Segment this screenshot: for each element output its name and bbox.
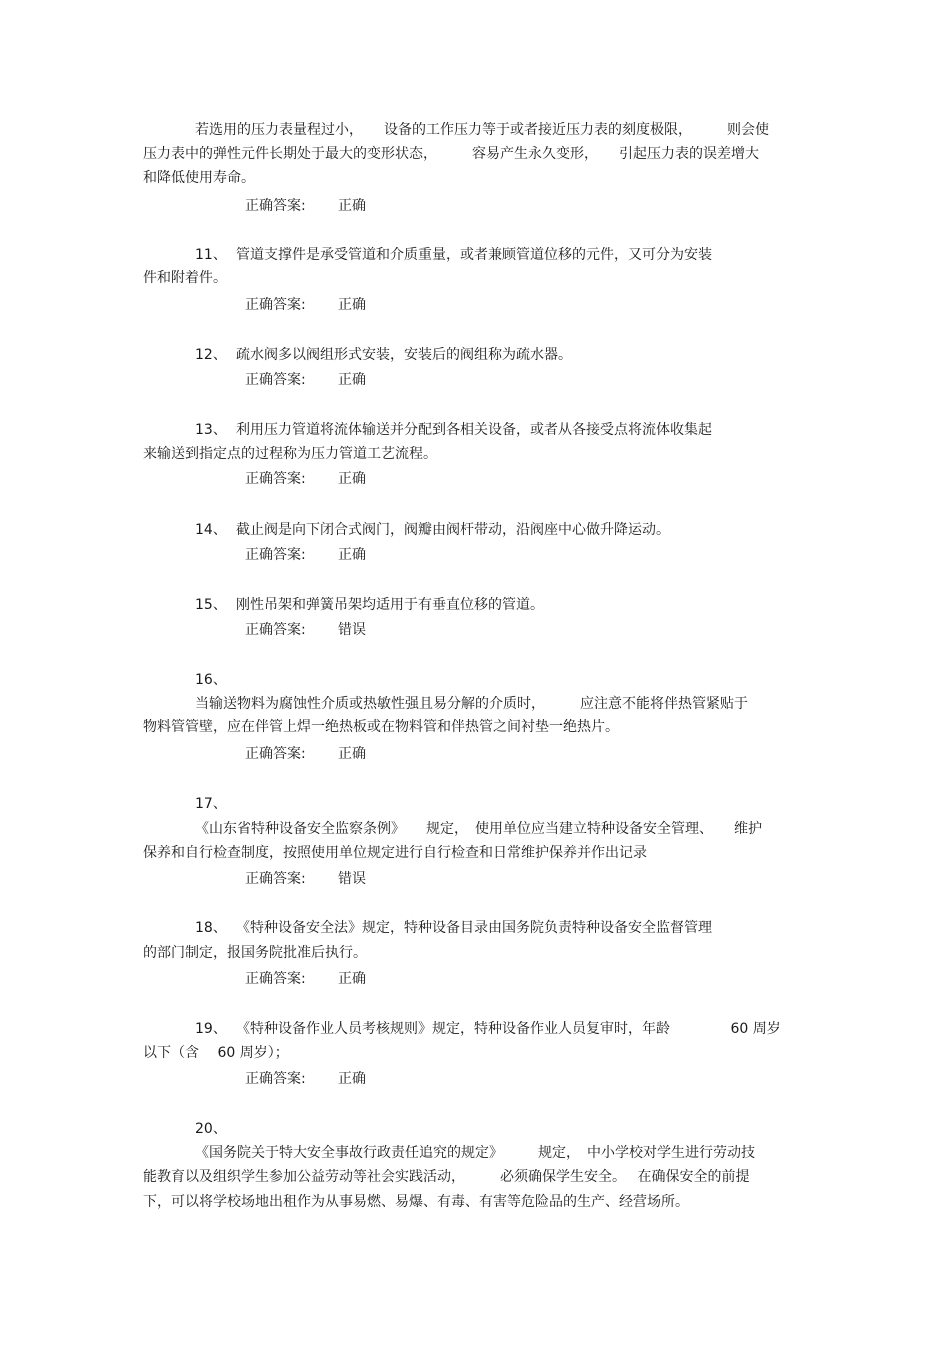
question-text-line: 以下（含 60 周岁）； [143, 1045, 289, 1061]
answer-label: 正确答案: [245, 471, 306, 487]
answer-value: 正确 [338, 746, 366, 762]
answer-value: 正确 [338, 372, 366, 388]
answer-label: 正确答案: [245, 1071, 306, 1087]
answer-value: 正确 [338, 1071, 366, 1087]
question-text-line: 物料管管壁，应在伴管上焊一绝热板或在物料管和伴热管之间衬垫一绝热片。 [143, 719, 619, 735]
question-text-line: 来输送到指定点的过程称为压力管道工艺流程。 [143, 446, 437, 462]
answer-value: 正确 [338, 297, 366, 313]
question-number: 20、 [195, 1121, 227, 1137]
answer-label: 正确答案: [245, 871, 306, 887]
answer-label: 正确答案: [245, 198, 306, 214]
question-number: 19、 [195, 1021, 227, 1037]
question-text-line: 件和附着件。 [143, 270, 227, 286]
answer-value: 错误 [338, 622, 366, 638]
question-text-line: 管道支撑件是承受管道和介质重量，或者兼顾管道位移的元件，又可分为安装 [236, 247, 712, 263]
question-text-line: 和降低使用寿命。 [143, 170, 255, 186]
question-text-line: 的部门制定，报国务院批准后执行。 [143, 945, 367, 961]
question-text-line: 当输送物料为腐蚀性介质或热敏性强且易分解的介质时， 应注意不能将伴热管紧贴于 [195, 696, 748, 712]
question-text-line: 《山东省特种设备安全监察条例》 规定， 使用单位应当建立特种设备安全管理、 维护 [195, 821, 762, 837]
question-text-line: 截止阀是向下闭合式阀门，阀瓣由阀杆带动，沿阀座中心做升降运动。 [236, 522, 670, 538]
answer-value: 正确 [338, 547, 366, 563]
answer-label: 正确答案: [245, 746, 306, 762]
question-text-line: 下，可以将学校场地出租作为从事易燃、易爆、有毒、有害等危险品的生产、经营场所。 [143, 1194, 689, 1210]
answer-value: 正确 [338, 471, 366, 487]
question-number: 18、 [195, 920, 227, 936]
question-text-line: 刚性吊架和弹簧吊架均适用于有垂直位移的管道。 [236, 597, 544, 613]
question-text-line: 利用压力管道将流体输送并分配到各相关设备，或者从各接受点将流体收集起 [236, 422, 712, 438]
question-text-line: 能教育以及组织学生参加公益劳动等社会实践活动， 必须确保学生安全。 在确保安全的前提 [143, 1169, 750, 1185]
question-number: 16、 [195, 672, 227, 688]
question-text-line: 《国务院关于特大安全事故行政责任追究的规定》 规定， 中小学校对学生进行劳动技 [195, 1145, 755, 1161]
answer-value: 正确 [338, 198, 366, 214]
question-text-line: 保养和自行检查制度，按照使用单位规定进行自行检查和日常维护保养并作出记录 [143, 845, 647, 861]
answer-label: 正确答案: [245, 971, 306, 987]
question-number: 12、 [195, 347, 227, 363]
answer-label: 正确答案: [245, 372, 306, 388]
answer-label: 正确答案: [245, 622, 306, 638]
question-text-line: 压力表中的弹性元件长期处于最大的变形状态， 容易产生永久变形， 引起压力表的误差增大 [143, 146, 759, 162]
question-number: 13、 [195, 422, 227, 438]
question-number: 15、 [195, 597, 227, 613]
question-text-line: 疏水阀多以阀组形式安装，安装后的阀组称为疏水器。 [236, 347, 572, 363]
question-text-line: 若选用的压力表量程过小， 设备的工作压力等于或者接近压力表的刻度极限， 则会使 [195, 122, 769, 138]
question-number: 14、 [195, 522, 227, 538]
answer-label: 正确答案: [245, 547, 306, 563]
question-text-line: 《特种设备作业人员考核规则》规定，特种设备作业人员复审时，年龄 60 周岁 [236, 1021, 781, 1037]
answer-value: 正确 [338, 971, 366, 987]
question-number: 11、 [195, 247, 227, 263]
answer-label: 正确答案: [245, 297, 306, 313]
answer-value: 错误 [338, 871, 366, 887]
question-text-line: 《特种设备安全法》规定，特种设备目录由国务院负责特种设备安全监督管理 [236, 920, 712, 936]
question-number: 17、 [195, 796, 227, 812]
